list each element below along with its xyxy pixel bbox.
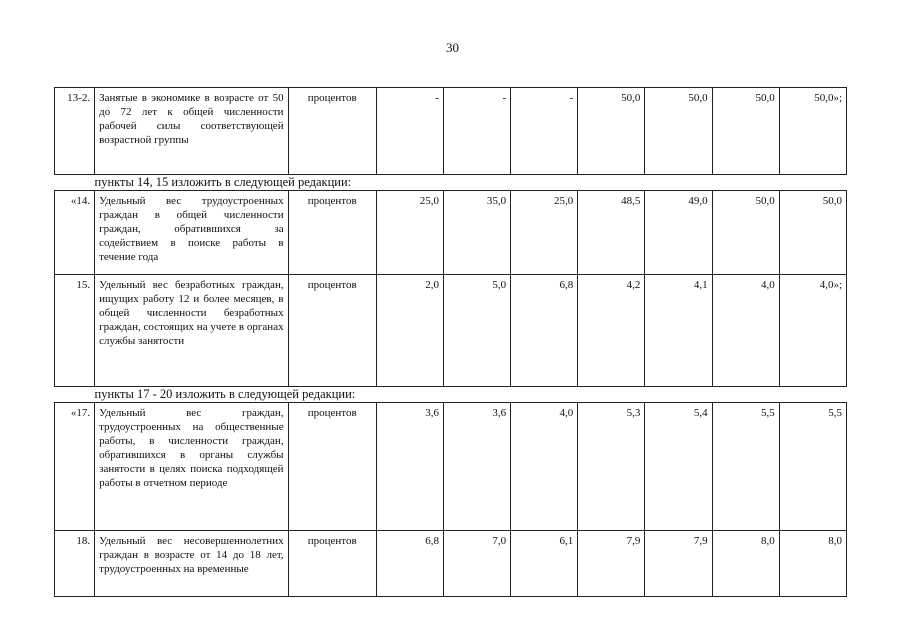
unit-of-measure: процентов xyxy=(288,531,376,597)
unit-of-measure: процентов xyxy=(288,403,376,531)
indicator-value: 25,0 xyxy=(376,191,443,275)
indicator-value: 7,9 xyxy=(578,531,645,597)
table-row xyxy=(55,88,847,175)
indicator-value: 5,5 xyxy=(779,403,846,531)
indicator-value: 4,0»; xyxy=(779,275,846,387)
indicator-name: Удельный вес трудоустроенных граждан в общей численности граждан, обратившихся за содействием в поиске работы в течение года xyxy=(95,191,288,275)
row-number: «14. xyxy=(55,191,95,275)
indicator-value: 25,0 xyxy=(511,191,578,275)
row-number: 18. xyxy=(55,531,95,597)
indicator-value: 7,9 xyxy=(645,531,712,597)
row-number: 13-2. xyxy=(55,88,95,175)
row-number: 15. xyxy=(55,275,95,387)
indicator-value: 6,8 xyxy=(376,531,443,597)
indicator-value: 4,0 xyxy=(712,275,779,387)
indicators-table xyxy=(54,87,847,597)
instruction-text: пункты 14, 15 изложить в следующей редакции: xyxy=(55,175,847,191)
indicator-name: Удельный вес безработных граждан, ищущих работу 12 и более месяцев, в общей численности безработных граждан, состоящих на учете в органах службы занятости xyxy=(95,275,288,387)
indicator-name: Удельный вес несовершеннолетних граждан в возрасте от 14 до 18 лет, трудоустроенных на временные xyxy=(95,531,288,597)
unit-of-measure: процентов xyxy=(288,88,376,175)
indicator-value: 4,1 xyxy=(645,275,712,387)
indicator-value: 4,2 xyxy=(578,275,645,387)
indicator-value: 35,0 xyxy=(443,191,510,275)
indicator-value: 50,0 xyxy=(712,88,779,175)
table-row xyxy=(55,531,847,597)
indicator-value: 50,0 xyxy=(712,191,779,275)
indicator-value: - xyxy=(443,88,510,175)
indicator-value: 3,6 xyxy=(443,403,510,531)
row-number: «17. xyxy=(55,403,95,531)
page-number: 30 xyxy=(446,40,459,55)
indicator-value: 8,0 xyxy=(779,531,846,597)
indicator-value: 49,0 xyxy=(645,191,712,275)
table-row xyxy=(55,403,847,531)
instruction-line xyxy=(55,175,847,191)
instruction-text: пункты 17 - 20 изложить в следующей редакции: xyxy=(55,387,847,403)
indicator-value: - xyxy=(376,88,443,175)
indicator-name: Удельный вес граждан, трудоустроенных на общественные работы, в численности граждан, обратившихся в органы службы занятости в целях поиска подходящей работы в отчетном периоде xyxy=(95,403,288,531)
unit-of-measure: процентов xyxy=(288,275,376,387)
indicator-value: 5,3 xyxy=(578,403,645,531)
indicator-value: 50,0 xyxy=(578,88,645,175)
instruction-line xyxy=(55,387,847,403)
indicator-value: 50,0»; xyxy=(779,88,846,175)
indicator-name: Занятые в экономике в возрасте от 50 до 72 лет к общей численности рабочей силы соответствующей возрастной группы xyxy=(95,88,288,175)
indicator-value: 50,0 xyxy=(645,88,712,175)
indicator-value: 8,0 xyxy=(712,531,779,597)
indicator-value: 3,6 xyxy=(376,403,443,531)
indicator-value: 7,0 xyxy=(443,531,510,597)
table-row xyxy=(55,191,847,275)
table-body xyxy=(55,88,847,597)
indicator-value: 5,5 xyxy=(712,403,779,531)
indicator-value: 48,5 xyxy=(578,191,645,275)
indicator-value: - xyxy=(511,88,578,175)
indicator-value: 50,0 xyxy=(779,191,846,275)
table-row xyxy=(55,275,847,387)
indicator-value: 6,8 xyxy=(511,275,578,387)
indicator-value: 4,0 xyxy=(511,403,578,531)
indicator-value: 5,4 xyxy=(645,403,712,531)
unit-of-measure: процентов xyxy=(288,191,376,275)
indicator-value: 6,1 xyxy=(511,531,578,597)
indicator-value: 2,0 xyxy=(376,275,443,387)
indicator-value: 5,0 xyxy=(443,275,510,387)
